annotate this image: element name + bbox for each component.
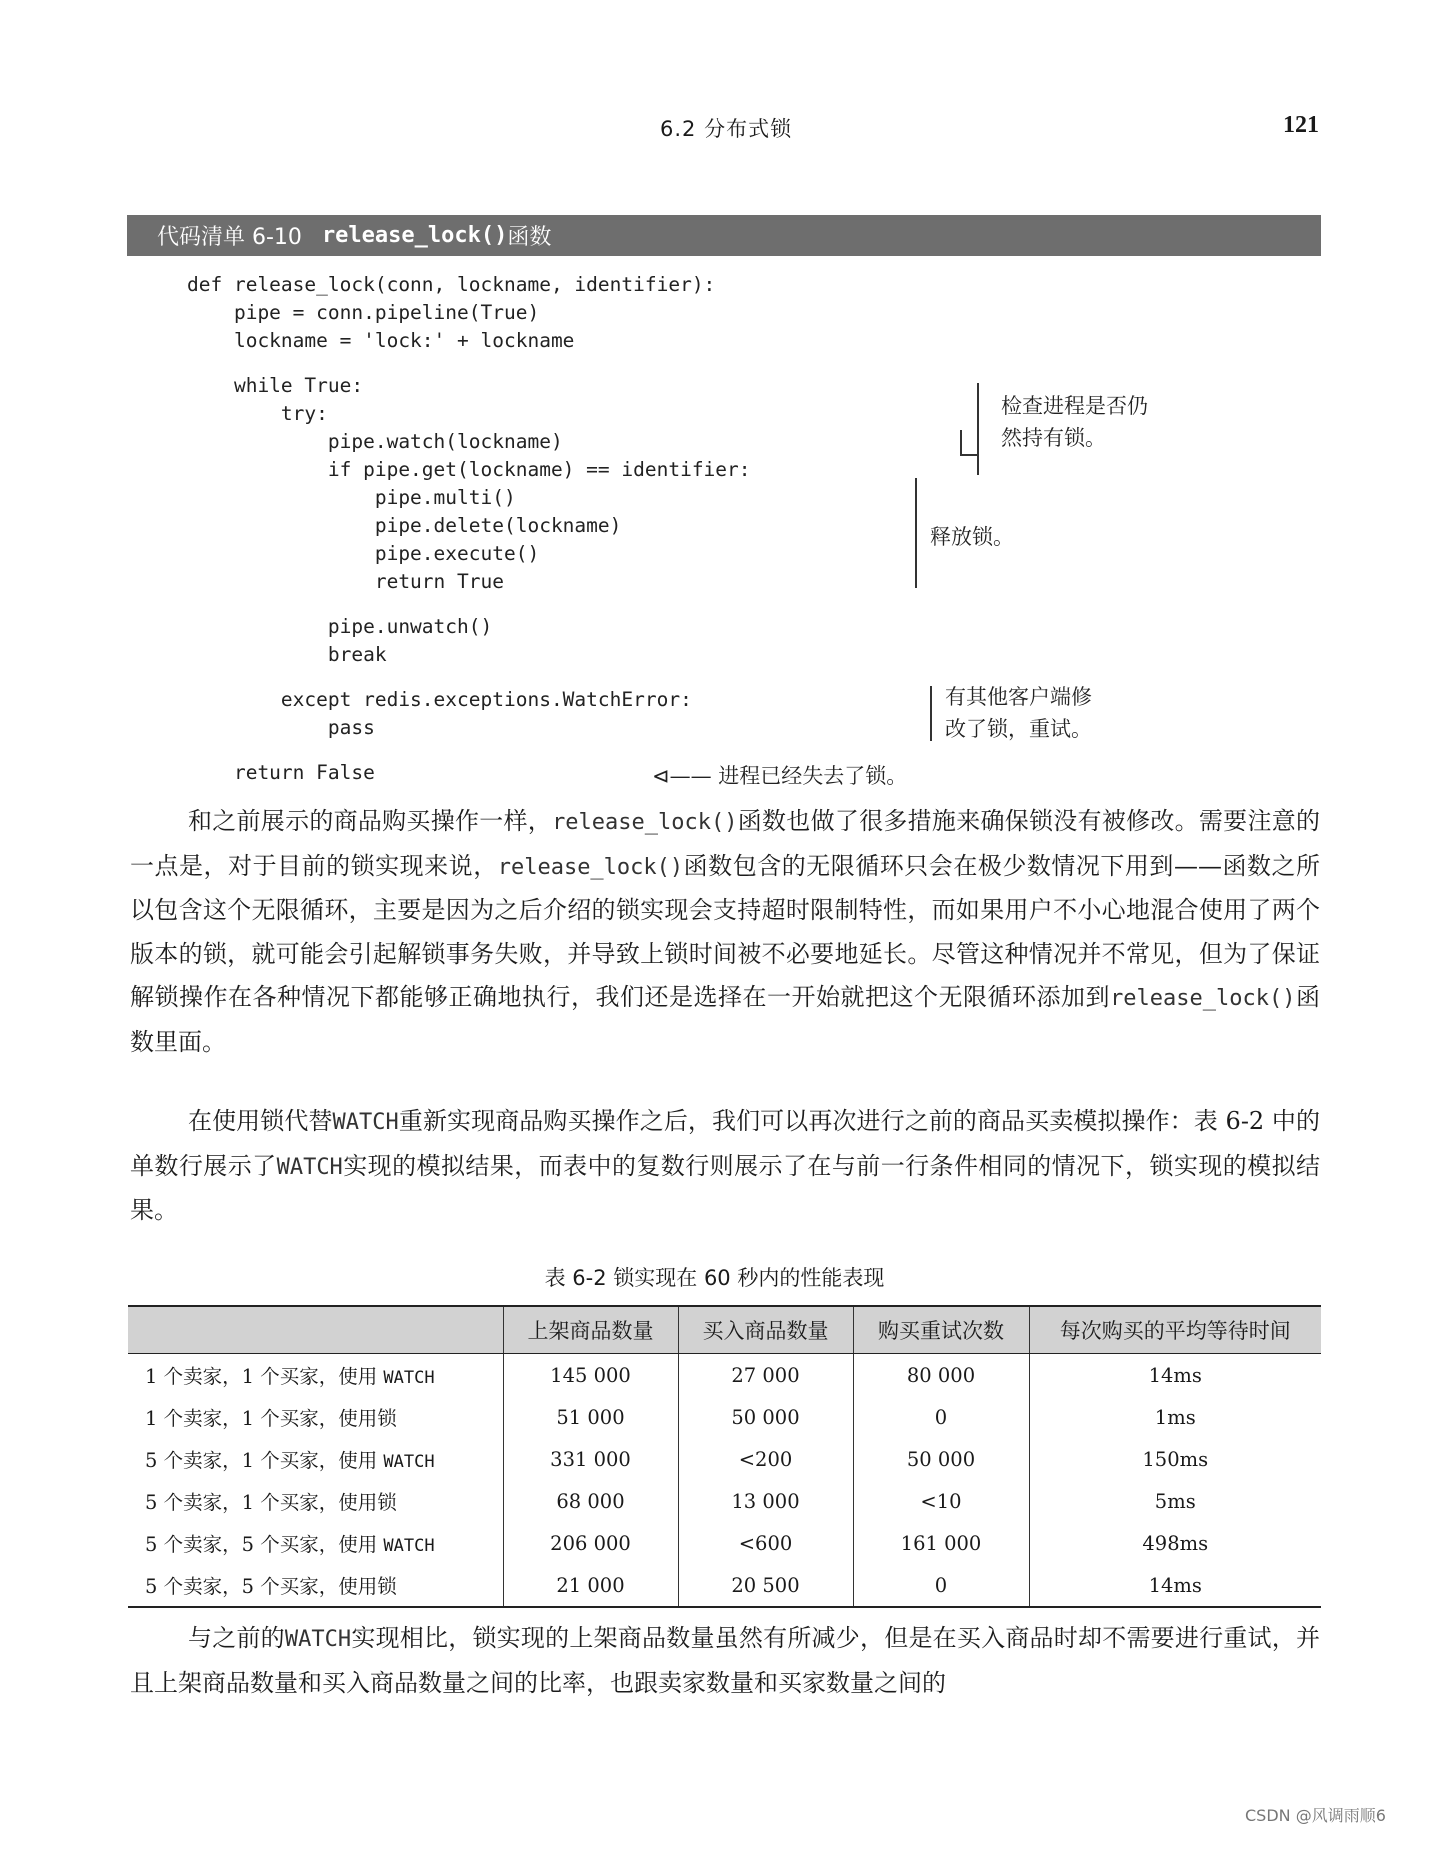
text-run: 与之前的	[188, 1624, 285, 1652]
table-cell: 5ms	[1029, 1480, 1321, 1522]
text-run: 函数也做了很多措施来确保锁没有被修改。需要注意的一点是，对于目前的锁实现来说，	[130, 807, 1320, 880]
table-row	[128, 1438, 1321, 1480]
row-label: 5 个卖家，1 个买家，使用	[145, 1491, 378, 1514]
table-row	[128, 1354, 1321, 1397]
code-line: if pipe.get(lockname) == identifier:	[187, 458, 751, 481]
table-cell	[128, 1480, 503, 1522]
table-cell: 20 500	[678, 1564, 853, 1607]
code-line: pipe.multi()	[187, 486, 516, 509]
inline-code: release_lock()	[552, 810, 738, 835]
table-cell: <200	[678, 1438, 853, 1480]
table-cell: 51 000	[503, 1396, 678, 1438]
table-cell: 68 000	[503, 1480, 678, 1522]
code-line: pipe.delete(lockname)	[187, 514, 622, 537]
table-cell: 161 000	[853, 1522, 1029, 1564]
table-cell: 50 000	[678, 1396, 853, 1438]
code-line: pass	[187, 716, 375, 739]
table-cell: 206 000	[503, 1522, 678, 1564]
annotation-retry	[945, 681, 1092, 745]
code-line: lockname = 'lock:' + lockname	[187, 329, 575, 352]
annotation-bracket	[960, 454, 978, 456]
annotation-line: 进程已经失去了锁。	[718, 764, 908, 788]
arrow-left-icon: ⊲——	[652, 764, 712, 788]
code-line: pipe.execute()	[187, 542, 540, 565]
annotation-release: 释放锁。	[930, 525, 1014, 549]
table-cell: 13 000	[678, 1480, 853, 1522]
row-method: WATCH	[383, 1452, 435, 1472]
paragraph	[130, 800, 1320, 1064]
row-label: 5 个卖家，1 个买家，使用	[145, 1449, 378, 1472]
section-title: 6.2 分布式锁	[660, 117, 793, 141]
table-header-row	[128, 1306, 1321, 1354]
code-line: pipe.unwatch()	[187, 615, 493, 638]
row-method: 锁	[377, 1407, 397, 1430]
code-line: def release_lock(conn, lockname, identifier):	[187, 273, 716, 296]
table-cell	[128, 1438, 503, 1480]
text-run: 和之前展示的商品购买操作一样，	[188, 807, 553, 835]
table-cell: 80 000	[853, 1354, 1029, 1397]
table-header	[128, 1306, 503, 1354]
table-cell: 145 000	[503, 1354, 678, 1397]
listing-function-name: release_lock()	[321, 223, 508, 248]
table-header: 购买重试次数	[853, 1306, 1029, 1354]
table-cell: 0	[853, 1396, 1029, 1438]
inline-code: release_lock()	[497, 854, 684, 880]
table-row	[128, 1522, 1321, 1564]
text-run: 实现相比，锁实现的上架商品数量虽然有所减少，但是在买入商品时却不需要进行重试，并且上架商品数量和买入商品数量之间的比率，也跟卖家数量和买家数量之间的	[130, 1624, 1320, 1697]
table-cell	[128, 1354, 503, 1397]
table-cell: 14ms	[1029, 1564, 1321, 1607]
table-cell: 150ms	[1029, 1438, 1321, 1480]
row-method: WATCH	[383, 1368, 435, 1388]
row-label: 5 个卖家，5 个买家，使用	[145, 1575, 378, 1598]
table-cell: 1ms	[1029, 1396, 1321, 1438]
code-line: except redis.exceptions.WatchError:	[187, 688, 692, 711]
annotation-bracket	[930, 686, 932, 741]
annotation-bracket	[915, 478, 917, 588]
row-label: 1 个卖家，1 个买家，使用	[145, 1365, 378, 1388]
annotation-line: 有其他客户端修	[945, 685, 1092, 709]
row-method: 锁	[377, 1491, 397, 1514]
table-cell: <600	[678, 1522, 853, 1564]
inline-code: release_lock()	[1110, 986, 1296, 1011]
listing-suffix: 函数	[507, 225, 552, 250]
text-run: 重新实现商品购买操作之后，我们可以再次进行之前的商品买卖模拟操作：表 6-2 中的单数行展示了	[130, 1107, 1321, 1180]
table-cell: 50 000	[853, 1438, 1029, 1480]
listing-label: 代码清单 6-10	[157, 225, 302, 250]
inline-code: WATCH	[332, 1110, 399, 1135]
row-label: 1 个卖家，1 个买家，使用	[145, 1407, 378, 1430]
annotation-bracket	[977, 383, 979, 475]
inline-code: WATCH	[276, 1154, 343, 1180]
code-line: break	[187, 643, 387, 666]
inline-code: WATCH	[284, 1627, 352, 1652]
annotation-lost-lock	[652, 760, 907, 792]
code-line: return False	[187, 761, 375, 784]
table-caption: 表 6-2 锁实现在 60 秒内的性能表现	[544, 1266, 885, 1290]
code-line: try:	[187, 402, 328, 425]
table-cell	[128, 1564, 503, 1607]
table-cell: 0	[853, 1564, 1029, 1607]
table-header: 上架商品数量	[503, 1306, 678, 1354]
text-run: 函数里面。	[130, 983, 1321, 1056]
watermark: CSDN @风调雨顺6	[1245, 1806, 1386, 1825]
table-cell: 498ms	[1029, 1522, 1321, 1564]
annotation-line: 检查进程是否仍	[1001, 394, 1148, 418]
table-cell: <10	[853, 1480, 1029, 1522]
code-listing-title	[127, 215, 1321, 256]
text-run: 实现的模拟结果，而表中的复数行则展示了在与前一行条件相同的情况下，锁实现的模拟结果。	[130, 1151, 1320, 1224]
code-line: pipe = conn.pipeline(True)	[187, 301, 540, 324]
text-run: 在使用锁代替	[188, 1107, 333, 1135]
paragraph	[130, 1617, 1320, 1705]
table-header: 每次购买的平均等待时间	[1029, 1306, 1321, 1354]
annotation-line: 改了锁，重试。	[945, 717, 1092, 741]
annotation-check-lock	[1001, 390, 1148, 454]
code-line: while True:	[187, 374, 364, 397]
table-cell	[128, 1522, 503, 1564]
table-row	[128, 1564, 1321, 1607]
row-method: WATCH	[383, 1536, 435, 1556]
table-cell: 331 000	[503, 1438, 678, 1480]
table-cell: 14ms	[1029, 1354, 1321, 1397]
annotation-line: 然持有锁。	[1001, 426, 1106, 450]
table-cell: 27 000	[678, 1354, 853, 1397]
text-run: 函数包含的无限循环只会在极少数情况下用到——函数之所以包含这个无限循环，主要是因为之后介绍的锁实现会支持超时限制特性，而如果用户不小心地混合使用了两个版本的锁，就可能会引起解锁事务失败，并导致上锁时间被不必要地延长。尽管这种情况并不常见，但为了保证解锁操作在各种情况下都能够正确地执行，我们还是选择在一开始就把这个无限循环添加到	[130, 851, 1321, 1011]
code-line: pipe.watch(lockname)	[187, 430, 563, 453]
table-row	[128, 1480, 1321, 1522]
table-cell: 21 000	[503, 1564, 678, 1607]
annotation-bracket	[960, 430, 962, 455]
code-line: return True	[187, 570, 504, 593]
table-cell	[128, 1396, 503, 1438]
table-header: 买入商品数量	[678, 1306, 853, 1354]
page-number: 121	[1283, 112, 1319, 138]
row-label: 5 个卖家，5 个买家，使用	[145, 1533, 378, 1556]
table-row	[128, 1396, 1321, 1438]
performance-table	[128, 1305, 1321, 1608]
row-method: 锁	[377, 1575, 397, 1598]
paragraph	[130, 1100, 1320, 1233]
